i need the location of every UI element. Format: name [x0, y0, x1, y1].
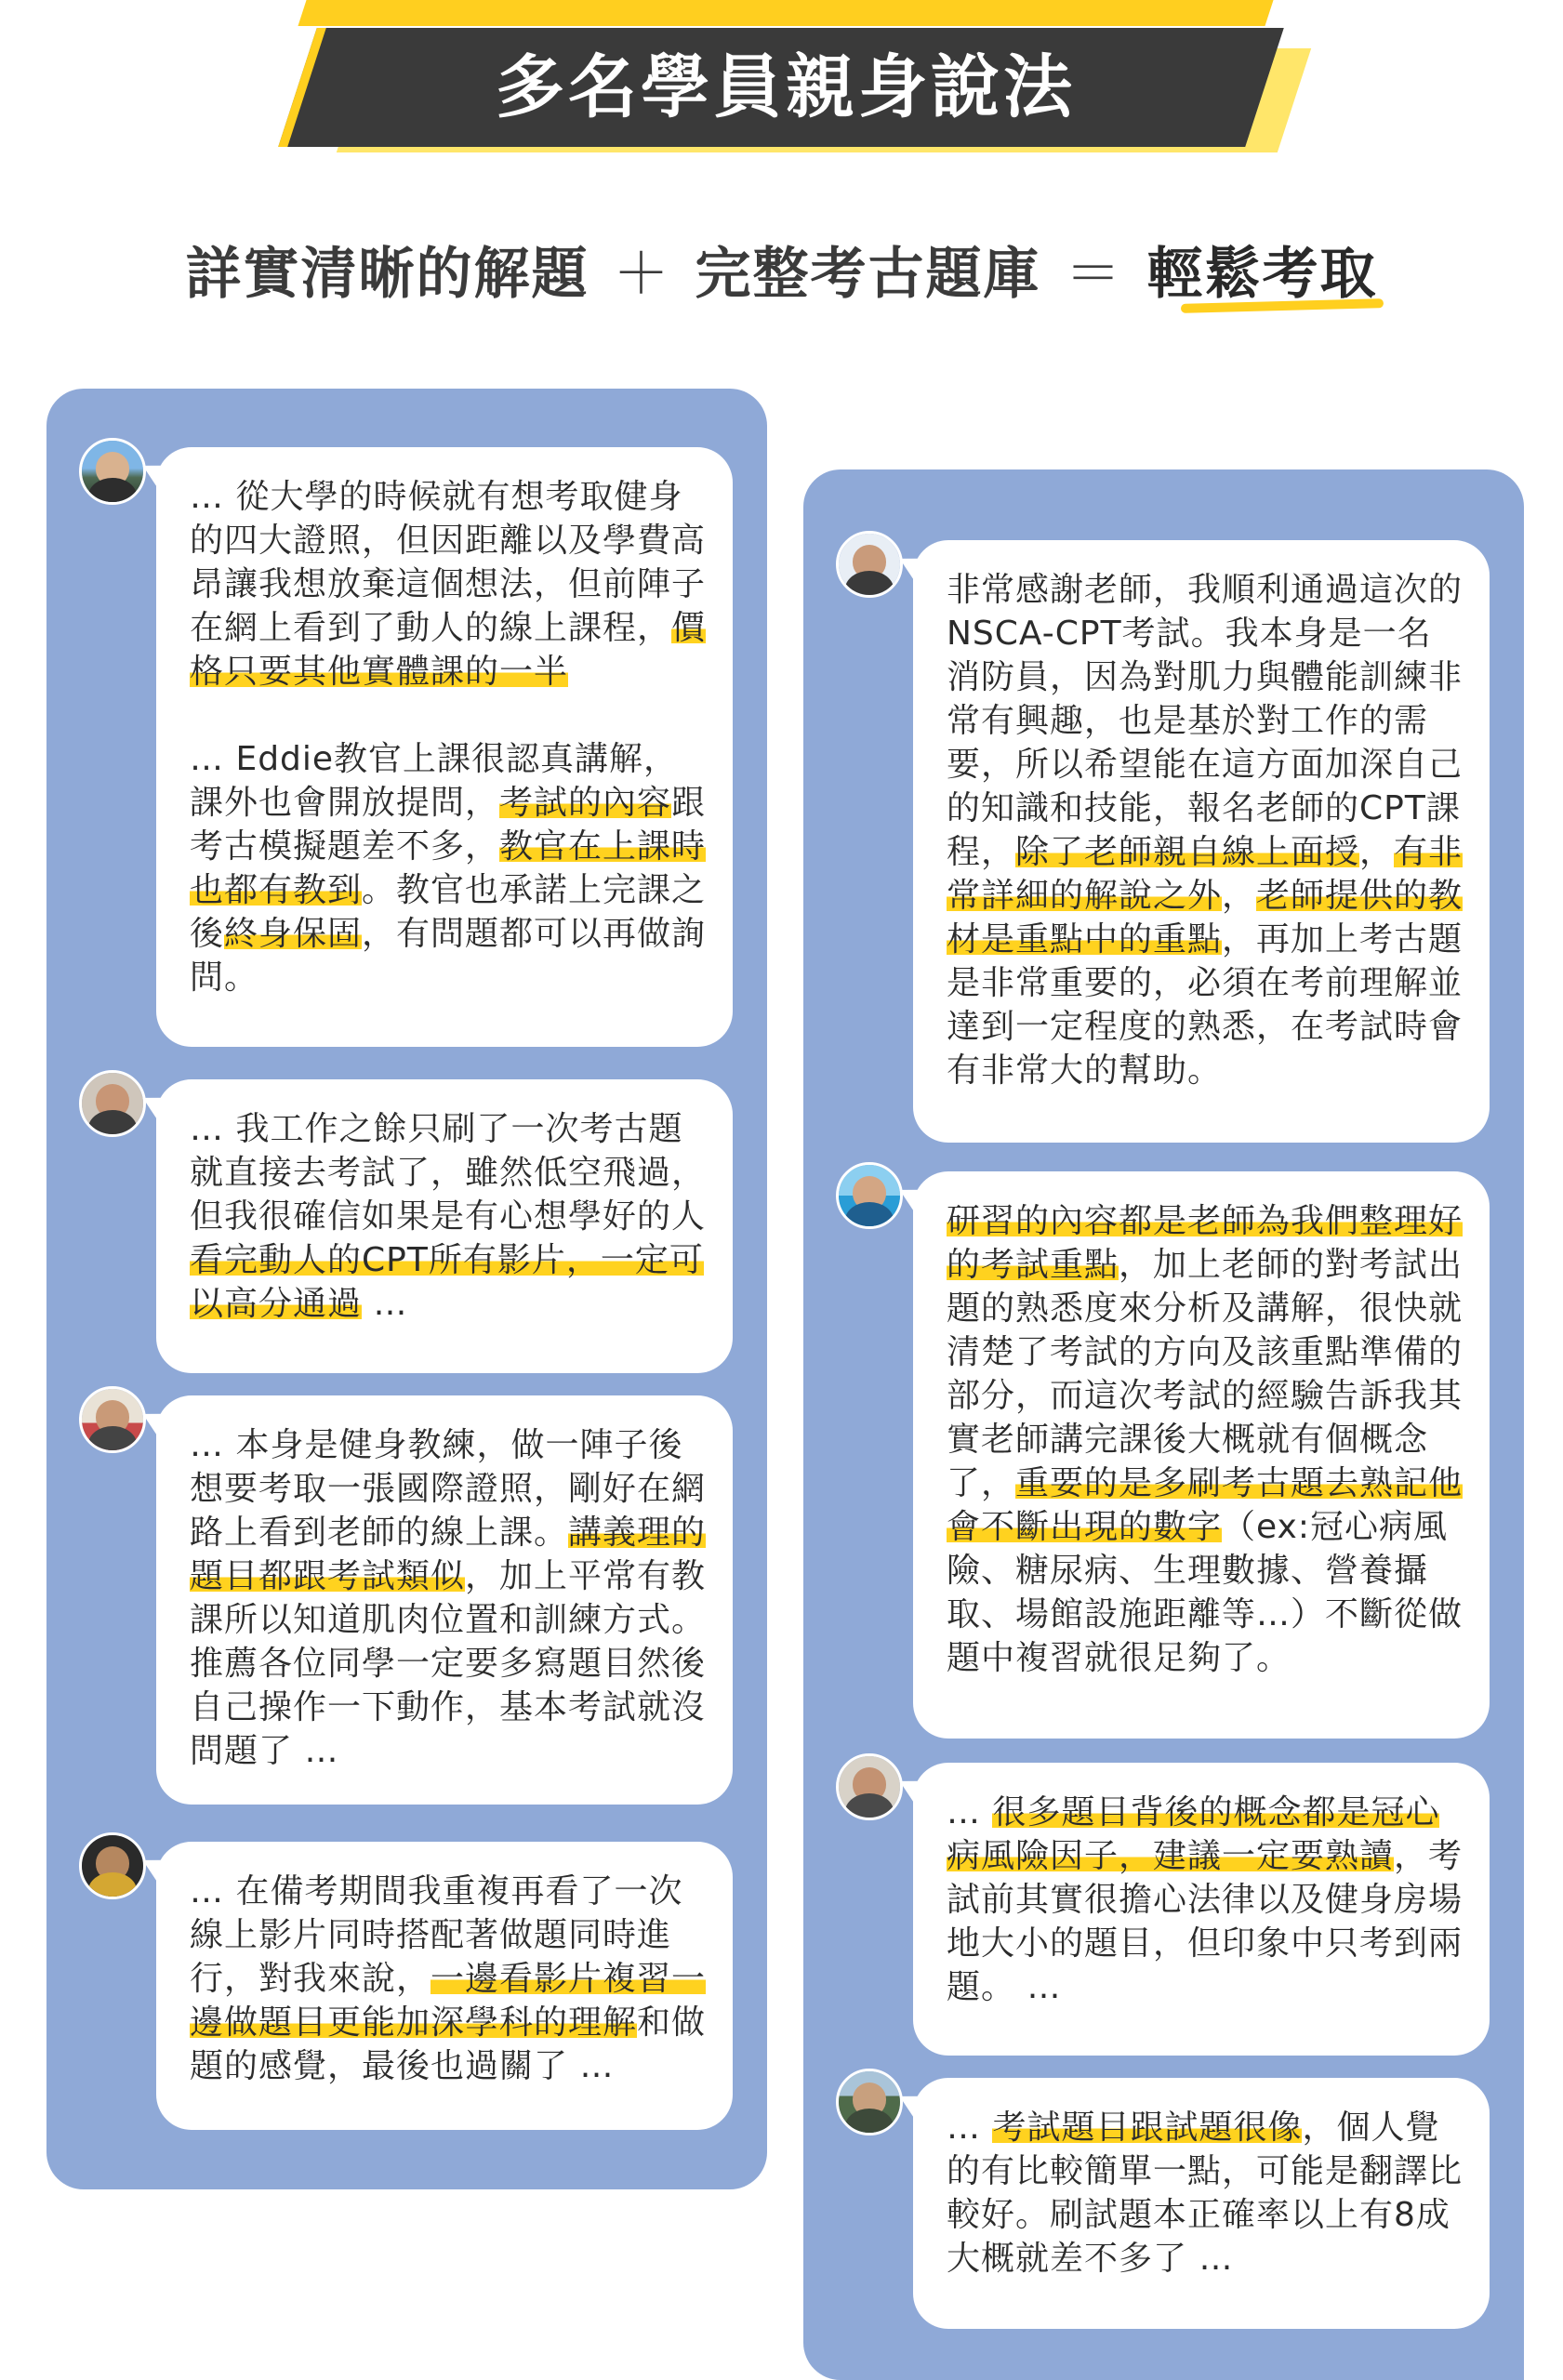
highlighted-text: 老師提供的教材是重點中的重點: [947, 877, 1464, 959]
testimonial-text: 。教官也承諾上完課之後: [190, 871, 707, 953]
testimonial-bubble: [913, 2078, 1490, 2329]
testimonial-text: ，加上平常有教課所以知道肌肉位置和訓練方式。推薦各位同學一定要多寫題目然後自己操作一下動作，基本考試就沒問題了 …: [190, 1557, 707, 1770]
testimonial-text: …: [947, 1793, 993, 1831]
highlighted-text: 教官在上課時也都有教到: [190, 827, 707, 909]
testimonial-paragraph: [947, 568, 1464, 1092]
testimonial-bubble: [156, 1079, 733, 1373]
testimonial-text: ，: [1359, 833, 1395, 871]
testimonial-text: ，考試前其實很擔心法律以及健身房場地大小的題目，但印象中只考到兩題。 …: [947, 1837, 1464, 2006]
subtitle-emphasis: [1147, 223, 1378, 325]
highlighted-text: 一邊看影片複習一邊做題目更能加深學科的理解: [190, 1960, 707, 2042]
subtitle-part1: 詳實清晰的解題: [185, 242, 589, 307]
equals-sign: ＝: [1065, 242, 1123, 307]
highlighted-text: 很多題目背後的概念都是冠心病風險因子，建議一定要熟讀: [947, 1793, 1440, 1875]
title-banner: [0, 0, 1563, 177]
testimonial-bubble: [156, 1395, 733, 1805]
testimonial-text: …: [362, 1285, 408, 1323]
testimonial-paragraph: [947, 2106, 1464, 2281]
testimonial-text: （ex:冠心病風險、糖尿病、生理數據、營養攝取、場館設施距離等…）不斷從做題中複習就很足夠了。: [947, 1508, 1464, 1677]
student-avatar-5-icon: [836, 531, 903, 598]
highlighted-text: 研習的內容都是老師為我們整理好的考試重點: [947, 1202, 1464, 1284]
testimonial-paragraph: [190, 475, 707, 694]
testimonial-bubble: [913, 1171, 1490, 1739]
subtitle-equation: [0, 223, 1563, 325]
testimonial-paragraph: [947, 1791, 1464, 2009]
student-avatar-4-icon: [79, 1832, 146, 1899]
testimonial-paragraph: [190, 737, 707, 999]
testimonial-text: … 在備考期間我重複再看了一次線上影片同時搭配著做題同時進行，對我來說，: [190, 1872, 683, 1998]
testimonial-paragraph: [190, 1423, 707, 1773]
testimonial-text: … 從大學的時候就有想考取健身的四大證照，但因距離以及學費高昂讓我想放棄這個想法，但前陣子在網上看到了動人的線上課程，: [190, 478, 707, 647]
testimonial-paragraph: [947, 1199, 1464, 1680]
banner-yellow-stripe: [298, 0, 1273, 26]
testimonial-text: …: [947, 2109, 993, 2147]
testimonial-text: ，再加上考古題是非常重要的，必須在考前理解並達到一定程度的熟悉，在考試時會有非常大的幫助。: [947, 920, 1464, 1090]
highlighted-text: 有非常詳細的解說之外: [947, 833, 1464, 915]
testimonial-text: … Eddie教官上課很認真講解，課外也會開放提問，: [190, 740, 679, 822]
student-avatar-1-icon: [79, 438, 146, 505]
testimonial-text: 跟考古模擬題差不多，: [190, 784, 707, 866]
testimonial-text: 和做題的感覺，最後也過關了 …: [190, 2003, 707, 2085]
subtitle-part2: 完整考古題庫: [695, 242, 1041, 307]
highlighted-text: 重要的是多刷考古題去熟記他會不斷出現的數字: [947, 1464, 1464, 1546]
testimonial-text: ，有問題都可以再做詢問。: [190, 915, 707, 997]
highlighted-text: 終身保固: [224, 915, 363, 953]
testimonial-text: … 我工作之餘只刷了一次考古題就直接去考試了，雖然低空飛過，但我很確信如果是有心想學好的人: [190, 1110, 707, 1236]
highlighted-text: 考試題目跟試題很像: [992, 2109, 1303, 2147]
testimonial-bubble: [156, 447, 733, 1047]
highlighted-text: 看完動人的CPT所有影片，一定可以高分通過: [190, 1241, 704, 1323]
plus-sign: ＋: [613, 242, 671, 307]
testimonial-bubble: [156, 1842, 733, 2130]
highlighted-text: 考試的內容: [499, 784, 672, 822]
testimonial-bubble: [913, 1763, 1490, 2056]
testimonial-text: ，加上老師的對考試出題的熟悉度來分析及講解，很快就清楚了考試的方向及該重點準備的部分，而這次考試的經驗告訴我其實老師講完課後大概就有個概念了，: [947, 1246, 1464, 1502]
testimonial-paragraph: [190, 1870, 707, 2088]
student-avatar-2-icon: [79, 1070, 146, 1137]
testimonial-text: ，個人覺的有比較簡單一點，可能是翻譯比較好。刷試題本正確率以上有8成大概就差不多了 …: [947, 2109, 1464, 2278]
student-avatar-7-icon: [836, 1753, 903, 1820]
student-avatar-6-icon: [836, 1162, 903, 1229]
highlighted-text: 除了老師親自線上面授: [1015, 833, 1360, 871]
student-avatar-3-icon: [79, 1386, 146, 1453]
highlighted-text: 價格只要其他實體課的一半: [190, 609, 707, 691]
testimonials-left-panel: [46, 389, 767, 2189]
testimonials-right-panel: [803, 469, 1524, 2380]
testimonial-paragraph: [190, 1107, 707, 1326]
testimonial-bubble: [913, 540, 1490, 1143]
testimonial-text: ，: [1222, 877, 1257, 915]
page-title: 多名學員親身說法: [496, 47, 1076, 127]
highlighted-text: 講義理的題目都跟考試類似: [190, 1514, 707, 1595]
testimonial-text: 非常感謝老師，我順利通過這次的NSCA-CPT考試。我本身是一名消防員，因為對肌力與體能訓練非常有興趣，也是基於對工作的需要，所以希望能在這方面加深自己的知識和技能，報名老師的CPT課程，: [947, 571, 1464, 871]
testimonial-text: … 本身是健身教練，做一陣子後想要考取一張國際證照，剛好在網路上看到老師的線上課。: [190, 1426, 707, 1552]
student-avatar-8-icon: [836, 2069, 903, 2135]
subtitle-emphasis-text: 輕鬆考取: [1146, 242, 1378, 307]
